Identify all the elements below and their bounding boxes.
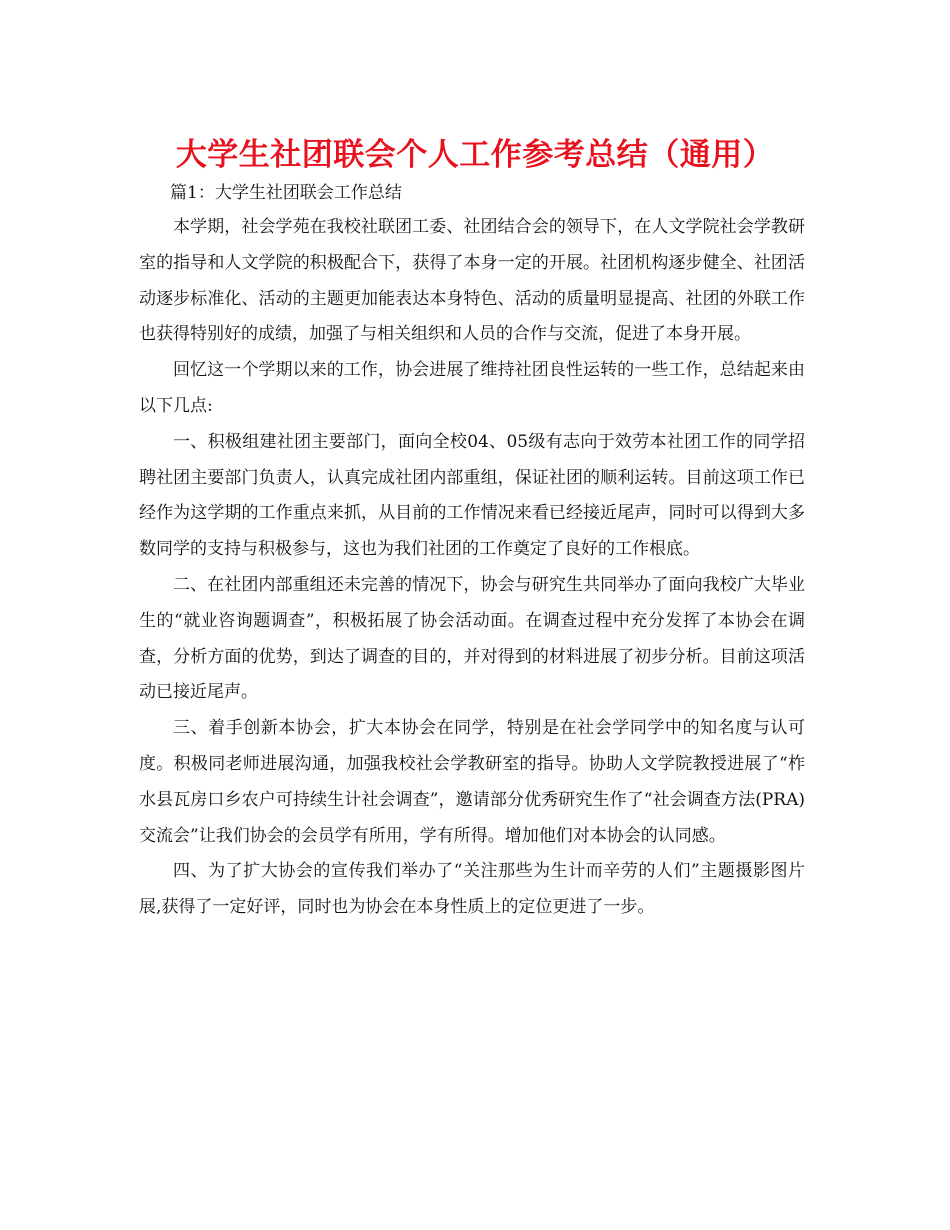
paragraph-point-2: 二、在社团内部重组还未完善的情况下，协会与研究生共同举办了面向我校广大毕业生的“就业咨询题调查”，积极拓展了协会活动面。在调查过程中充分发挥了本协会在调查，分析方面的优势，到达了调查的目的，并对得到的材料进展了初步分析。目前这项活动已接近尾声。 — [139, 574, 805, 703]
document-body — [139, 210, 805, 926]
paragraph-point-4: 四、为了扩大协会的宣传我们举办了“关注那些为生计而辛劳的人们”主题摄影图片展,获得了一定好评，同时也为协会在本身性质上的定位更进了一步。 — [139, 861, 805, 918]
document-title: 大学生社团联会个人工作参考总结（通用） — [175, 137, 775, 173]
paragraph-point-3: 三、着手创新本协会，扩大本协会在同学，特别是在社会学同学中的知名度与认可度。积极同老师进展沟通，加强我校社会学教研室的指导。协助人文学院教授进展了“柞水县瓦房口乡农户可持续生计社会调查”，邀请部分优秀研究生作了“社会调查方法(PRA)交流会”让我们协会的会员学有所用，学有所得。增加他们对本协会的认同感。 — [139, 718, 805, 846]
document-subtitle: 篇1：大学生社团联会工作总结 — [170, 183, 402, 203]
paragraph-review: 回忆这一个学期以来的工作，协会进展了维持社团良性运转的一些工作，总结起来由以下几点: — [139, 360, 805, 416]
paragraph-intro: 本学期，社会学苑在我校社联团工委、社团结合会的领导下，在人文学院社会学教研室的指导和人文学院的积极配合下，获得了本身一定的开展。社团机构逐步健全、社团活动逐步标准化、活动的主题更加能表达本身特色、活动的质量明显提高、社团的外联工作也获得特别好的成绩，加强了与相关组织和人员的合作与交流，促进了本身开展。 — [139, 217, 805, 345]
paragraph-point-1: 一、积极组建社团主要部门，面向全校04、05级有志向于效劳本社团工作的同学招聘社团主要部门负责人，认真完成社团内部重组，保证社团的顺利运转。目前这项工作已经作为这学期的工作重点来抓，从目前的工作情况来看已经接近尾声，同时可以得到大多数同学的支持与积极参与，这也为我们社团的工作奠定了良好的工作根底。 — [139, 431, 805, 560]
